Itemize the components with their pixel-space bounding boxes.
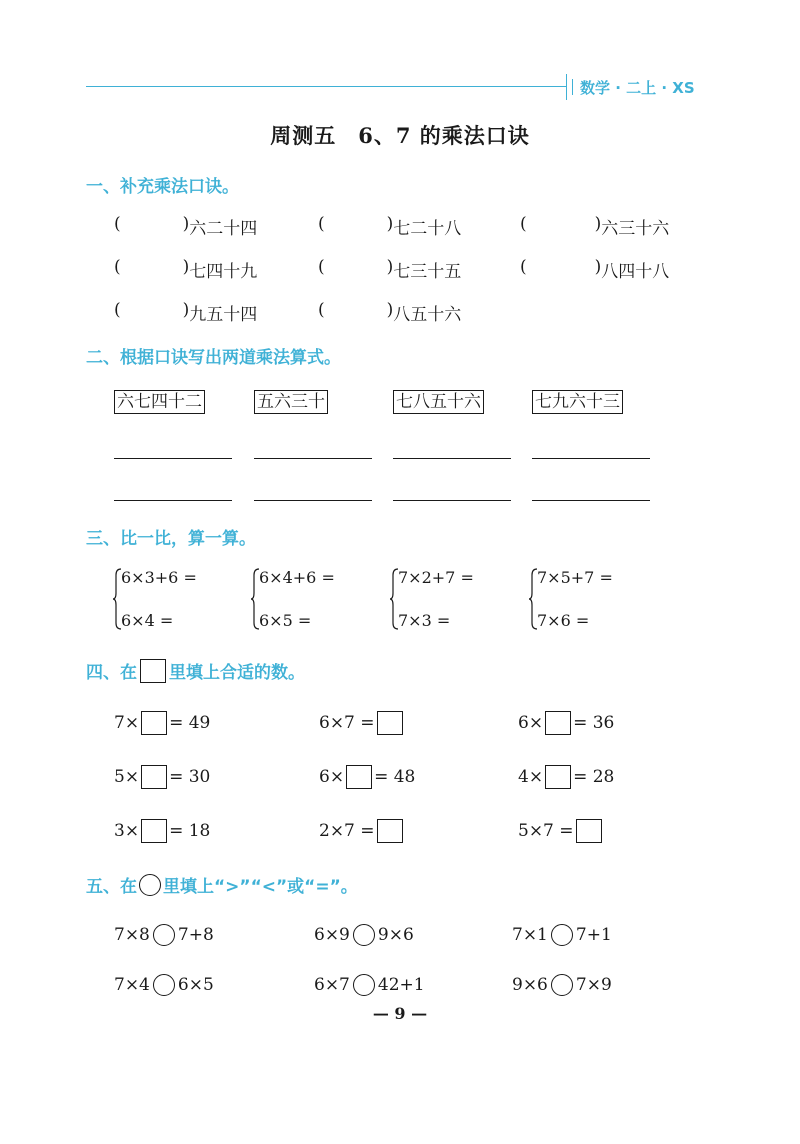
fill-item (114, 257, 257, 282)
box-equation (319, 765, 415, 789)
box-equation (319, 819, 405, 843)
paren-open: ( (520, 257, 527, 277)
rhyme-text: 六三十六 (601, 219, 670, 239)
box-equation (114, 819, 210, 843)
compare-left: 7×8 (114, 925, 150, 945)
answer-circle[interactable] (551, 924, 573, 946)
answer-line[interactable] (393, 500, 511, 501)
compare-bottom: 6×4 = (121, 611, 174, 630)
equation-left: 3× (114, 821, 140, 841)
blank-slot[interactable] (527, 257, 595, 282)
blank-slot[interactable] (121, 257, 183, 282)
paren-open: ( (114, 214, 121, 234)
answer-circle[interactable] (551, 974, 573, 996)
header-divider-thin (572, 79, 573, 95)
compare-top: 7×2+7 = (398, 568, 474, 587)
compare-left: 7×1 (512, 925, 548, 945)
paren-open: ( (114, 257, 121, 277)
blank-slot[interactable] (325, 214, 387, 239)
header-rule (86, 86, 566, 87)
rhyme-text: 七二十八 (393, 219, 462, 239)
answer-box-icon (140, 659, 166, 683)
paren-close: ) (594, 257, 602, 277)
blank-slot[interactable] (325, 257, 387, 282)
section-1-title: 一、补充乘法口诀。 (86, 177, 239, 197)
compare-right: 9×6 (377, 925, 414, 945)
circle-compare (314, 974, 425, 996)
answer-box[interactable] (141, 765, 167, 789)
compare-bottom: 6×5 = (259, 611, 312, 630)
box-equation (319, 711, 405, 735)
fill-item (114, 214, 257, 239)
answer-box[interactable] (377, 819, 403, 843)
section-3-title: 三、比一比，算一算。 (86, 529, 256, 549)
box-equation (518, 765, 614, 789)
equation-right: = 18 (169, 821, 211, 841)
fill-item (318, 257, 461, 282)
fill-item (318, 214, 461, 239)
equation-left: 6× (518, 713, 544, 733)
fill-item (520, 257, 669, 282)
box-equation (114, 711, 210, 735)
box-equation (518, 819, 604, 843)
paren-close: ) (182, 257, 190, 277)
paren-open: ( (520, 214, 527, 234)
answer-box[interactable] (141, 711, 167, 735)
rhyme-text: 七三十五 (393, 262, 462, 282)
answer-circle[interactable] (153, 974, 175, 996)
circle-compare (512, 974, 612, 996)
section-5-title-pre: 五、在 (86, 877, 137, 897)
equation-right: = 49 (169, 713, 211, 733)
compare-right: 6×5 (177, 975, 214, 995)
circle-compare (114, 974, 214, 996)
section-2-title: 二、根据口诀写出两道乘法算式。 (86, 348, 341, 368)
rhyme-box: 六七四十二 (114, 390, 205, 414)
equation-right: = 36 (573, 713, 615, 733)
paren-close: ) (182, 214, 190, 234)
answer-line[interactable] (254, 500, 372, 501)
section-4-title-pre: 四、在 (86, 663, 137, 683)
paren-close: ) (386, 300, 394, 320)
equation-right: = 28 (573, 767, 615, 787)
rhyme-box: 七九六十三 (532, 390, 623, 414)
paren-open: ( (318, 300, 325, 320)
rhyme-text: 八四十八 (601, 262, 670, 282)
compare-left: 9×6 (512, 975, 548, 995)
circle-compare (512, 924, 612, 946)
compare-left: 6×9 (314, 925, 350, 945)
compare-right: 7+8 (177, 925, 214, 945)
answer-circle[interactable] (153, 924, 175, 946)
paren-close: ) (182, 300, 190, 320)
compare-right: 7+1 (575, 925, 612, 945)
rhyme-text: 六二十四 (189, 219, 258, 239)
answer-circle[interactable] (353, 974, 375, 996)
rhyme-text: 七四十九 (189, 262, 258, 282)
header-divider (566, 74, 567, 100)
blank-slot[interactable] (121, 300, 183, 325)
page-number: — 9 — (372, 1004, 428, 1023)
answer-box[interactable] (141, 819, 167, 843)
fill-item (114, 300, 257, 325)
answer-box[interactable] (576, 819, 602, 843)
answer-box[interactable] (545, 711, 571, 735)
header-series: 数学 · 二上 · XS (580, 79, 695, 97)
equation-left: 6× (319, 767, 345, 787)
paren-close: ) (594, 214, 602, 234)
compare-top: 7×5+7 = (537, 568, 613, 587)
equation-left: 6×7 = (319, 713, 375, 733)
answer-line[interactable] (393, 458, 511, 459)
rhyme-text: 八五十六 (393, 305, 462, 325)
answer-box[interactable] (346, 765, 372, 789)
blank-slot[interactable] (121, 214, 183, 239)
blank-slot[interactable] (527, 214, 595, 239)
fill-item (318, 300, 461, 325)
answer-line[interactable] (532, 500, 650, 501)
answer-circle-icon (139, 874, 161, 896)
compare-left: 6×7 (314, 975, 350, 995)
section-4-title-post: 里填上合适的数。 (169, 663, 305, 683)
paren-close: ) (386, 257, 394, 277)
equation-left: 2×7 = (319, 821, 375, 841)
answer-line[interactable] (254, 458, 372, 459)
paren-open: ( (318, 214, 325, 234)
box-equation (518, 711, 614, 735)
compare-bottom: 7×6 = (537, 611, 590, 630)
answer-box[interactable] (377, 711, 403, 735)
box-equation (114, 765, 210, 789)
section-5-title (86, 872, 358, 897)
section-5-title-post: 里填上“>”“<”或“=”。 (163, 877, 358, 897)
equation-left: 4× (518, 767, 544, 787)
answer-line[interactable] (532, 458, 650, 459)
rhyme-text: 九五十四 (189, 305, 258, 325)
answer-circle[interactable] (353, 924, 375, 946)
equation-right: = 48 (374, 767, 416, 787)
equation-left: 7× (114, 713, 140, 733)
fill-item (520, 214, 669, 239)
compare-right: 42+1 (377, 975, 425, 995)
compare-left: 7×4 (114, 975, 150, 995)
paren-close: ) (386, 214, 394, 234)
paren-open: ( (318, 257, 325, 277)
equation-left: 5× (114, 767, 140, 787)
answer-line[interactable] (114, 500, 232, 501)
paren-open: ( (114, 300, 121, 320)
circle-compare (114, 924, 214, 946)
equation-right: = 30 (169, 767, 211, 787)
page-title: 周测五 6、7 的乘法口诀 (270, 123, 530, 148)
compare-top: 6×4+6 = (259, 568, 335, 587)
compare-bottom: 7×3 = (398, 611, 451, 630)
rhyme-box: 五六三十 (254, 390, 328, 414)
answer-line[interactable] (114, 458, 232, 459)
rhyme-box: 七八五十六 (393, 390, 484, 414)
answer-box[interactable] (545, 765, 571, 789)
blank-slot[interactable] (325, 300, 387, 325)
compare-top: 6×3+6 = (121, 568, 197, 587)
circle-compare (314, 924, 414, 946)
compare-right: 7×9 (575, 975, 612, 995)
equation-left: 5×7 = (518, 821, 574, 841)
section-4-title (86, 658, 305, 683)
